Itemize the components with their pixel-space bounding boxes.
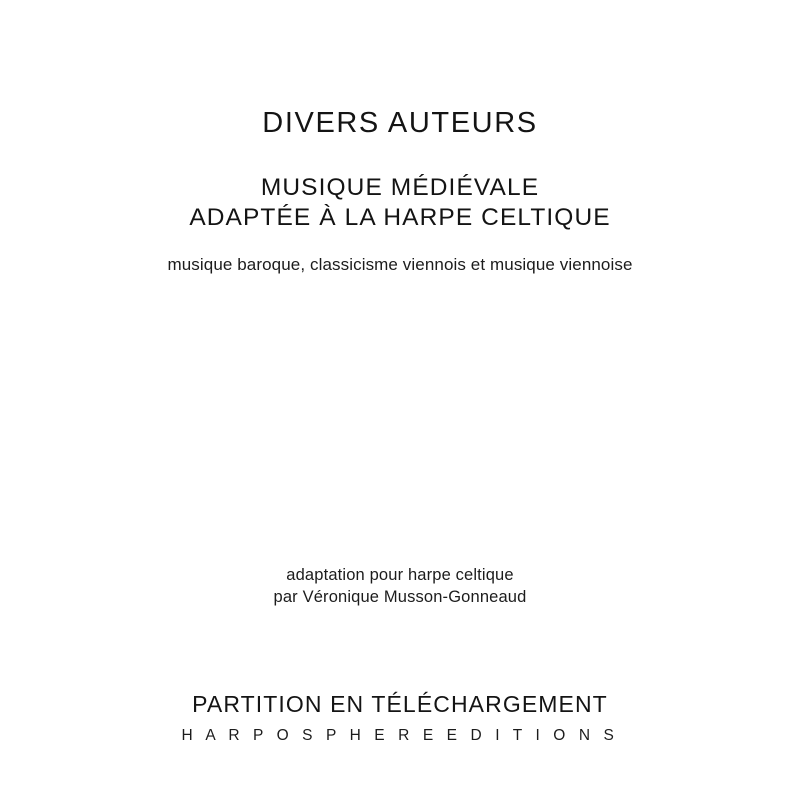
publisher-name: H A R P O S P H E R E E D I T I O N S: [181, 727, 619, 744]
adaptation-credit-line-2: par Véronique Musson-Gonneaud: [273, 588, 527, 606]
download-notice: PARTITION EN TÉLÉCHARGEMENT: [192, 691, 608, 717]
page-title-line-1: MUSIQUE MÉDIÉVALE: [260, 174, 540, 201]
page-title-line-2: ADAPTÉE À LA HARPE CELTIQUE: [189, 204, 611, 231]
page-subtitle: musique baroque, classicisme viennois et musique viennoise: [167, 255, 633, 274]
composer-name: DIVERS AUTEURS: [262, 107, 538, 139]
adaptation-credit-line-1: adaptation pour harpe celtique: [286, 566, 514, 584]
